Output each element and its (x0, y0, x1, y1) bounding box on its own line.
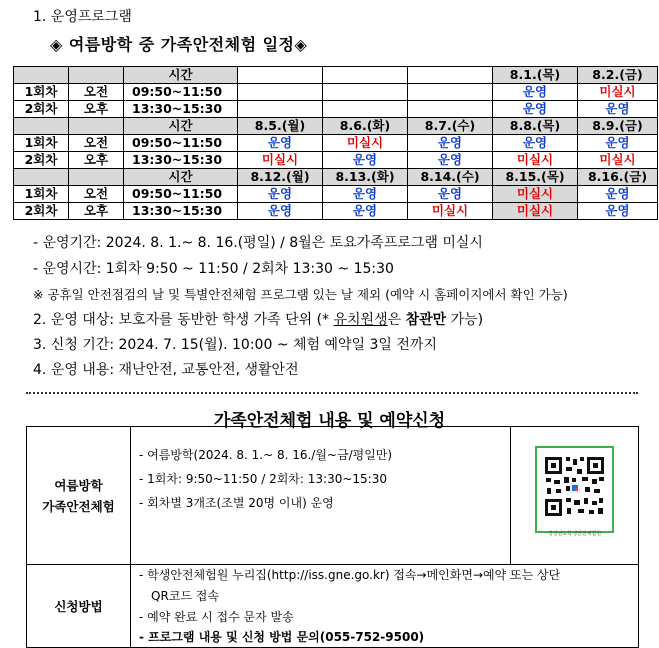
schedule-row (14, 135, 658, 152)
hours-line: - 운영시간: 1회차 9:50 ~ 11:50 / 2회차 13:30 ~ 15:30 (33, 261, 394, 277)
period-cell: 오후 (69, 152, 124, 169)
target-text-mid: 은 (387, 312, 406, 328)
schedule-row (14, 101, 658, 118)
status-cell: 운영 (408, 186, 493, 203)
date-header: 8.9.(금) (578, 118, 658, 135)
status-cell: 미실시 (578, 152, 658, 169)
header-empty-cell (14, 67, 69, 84)
date-header: 8.14.(수) (408, 169, 493, 186)
status-cell: 미실시 (408, 203, 493, 220)
date-header: 8.7.(수) (408, 118, 493, 135)
status-cell: 운영 (578, 135, 658, 152)
status-cell: 운영 (408, 135, 493, 152)
period-cell: 오전 (69, 186, 124, 203)
schedule-table (13, 66, 658, 220)
row1-line: - 여름방학(2024. 8. 1.~ 8. 16./월~금/평일만) (139, 448, 393, 462)
time-cell: 13:30~15:30 (124, 152, 238, 169)
status-cell (408, 101, 493, 118)
status-cell: 운영 (323, 186, 408, 203)
status-cell: 운영 (238, 135, 323, 152)
schedule-row (14, 203, 658, 220)
status-cell (238, 84, 323, 101)
row2-label: 신청방법 (27, 565, 131, 648)
row2-line: - 프로그램 내용 및 신청 방법 문의(055-752-9500) (139, 630, 425, 644)
date-header: 8.12.(월) (238, 169, 323, 186)
target-bold: 참관만 (405, 312, 447, 328)
schedule-header-row (14, 169, 658, 186)
schedule-title: ◈ 여름방학 중 가족안전체험 일정◈ (50, 35, 308, 54)
session-cell: 2회차 (14, 101, 69, 118)
period-cell: 오전 (69, 135, 124, 152)
date-header (238, 67, 323, 84)
session-cell: 1회차 (14, 135, 69, 152)
target-text-post: 가능) (446, 312, 484, 328)
status-cell: 운영 (578, 186, 658, 203)
time-cell: 13:30~15:30 (124, 203, 238, 220)
row1-line: - 회차별 3개조(조별 20명 이내) 운영 (139, 496, 334, 510)
status-cell: 미실시 (493, 186, 578, 203)
info-title: 가족안전체험 내용 및 예약신청 (213, 411, 446, 431)
date-header (408, 67, 493, 84)
status-cell: 미실시 (238, 152, 323, 169)
time-header: 시간 (124, 118, 238, 135)
status-cell: 미실시 (578, 84, 658, 101)
row1-label-line2: 가족안전체험 (42, 498, 115, 514)
period-cell: 오전 (69, 84, 124, 101)
date-header: 8.13.(화) (323, 169, 408, 186)
row2-line: - 학생안전체험원 누리집(http://iss.gne.go.kr) 접속→메인화면→예약 또는 상단 (139, 568, 561, 582)
row2-content (131, 565, 639, 648)
target-line (33, 309, 483, 329)
header-empty-cell (14, 169, 69, 186)
status-cell: 운영 (238, 203, 323, 220)
status-cell: 운영 (323, 203, 408, 220)
status-cell: 운영 (408, 152, 493, 169)
schedule-header-row (14, 67, 658, 84)
date-header: 8.5.(월) (238, 118, 323, 135)
row1-label (27, 427, 131, 565)
status-cell: 운영 (238, 186, 323, 203)
schedule-row (14, 152, 658, 169)
status-cell: 미실시 (323, 135, 408, 152)
dotted-divider (26, 392, 638, 394)
time-cell: 09:50~11:50 (124, 84, 238, 101)
period-cell: 오후 (69, 101, 124, 118)
content-line: 4. 운영 내용: 재난안전, 교통안전, 생활안전 (33, 362, 299, 378)
period-line: - 운영기간: 2024. 8. 1.~ 8. 16.(평일) / 8월은 토요가족프로그램 미실시 (33, 235, 483, 251)
date-header: 8.8.(목) (493, 118, 578, 135)
session-cell: 2회차 (14, 152, 69, 169)
section-heading: 1. 운영프로그램 (33, 9, 132, 25)
status-cell (408, 84, 493, 101)
status-cell (323, 84, 408, 101)
row2-line: - 예약 완료 시 접수 문자 발송 (139, 610, 294, 624)
status-cell: 미실시 (493, 152, 578, 169)
time-cell: 09:50~11:50 (124, 186, 238, 203)
time-header: 시간 (124, 169, 238, 186)
status-cell: 미실시 (493, 203, 578, 220)
row1-label-line1: 여름방학 (54, 477, 103, 493)
date-header: 8.16.(금) (578, 169, 658, 186)
qr-code-icon[interactable] (535, 446, 614, 533)
qr-caption: 경상남도학생안전체험원 (547, 531, 602, 537)
period-cell: 오후 (69, 203, 124, 220)
row1-content (131, 427, 511, 565)
row2-line: QR코드 접속 (151, 589, 219, 603)
time-header: 시간 (124, 67, 238, 84)
session-cell: 1회차 (14, 84, 69, 101)
schedule-header-row (14, 118, 658, 135)
date-header: 8.15.(목) (493, 169, 578, 186)
target-underlined: 유치원생 (333, 312, 388, 328)
status-cell: 운영 (493, 84, 578, 101)
date-header: 8.1.(목) (493, 67, 578, 84)
session-cell: 1회차 (14, 186, 69, 203)
date-header: 8.6.(화) (323, 118, 408, 135)
header-empty-cell (69, 118, 124, 135)
session-cell: 2회차 (14, 203, 69, 220)
date-header (323, 67, 408, 84)
status-cell (238, 101, 323, 118)
status-cell: 운영 (578, 101, 658, 118)
target-text: 2. 운영 대상: 보호자를 동반한 학생 가족 단위 (* (33, 312, 334, 328)
status-cell: 운영 (323, 152, 408, 169)
time-cell: 13:30~15:30 (124, 101, 238, 118)
date-header: 8.2.(금) (578, 67, 658, 84)
header-empty-cell (14, 118, 69, 135)
header-empty-cell (69, 169, 124, 186)
apply-period-line: 3. 신청 기간: 2024. 7. 15(월). 10:00 ~ 체험 예약일 3일 전까지 (33, 337, 437, 353)
time-cell: 09:50~11:50 (124, 135, 238, 152)
status-cell: 운영 (493, 101, 578, 118)
header-empty-cell (69, 67, 124, 84)
row1-line: - 1회차: 9:50~11:50 / 2회차: 13:30~15:30 (139, 472, 387, 486)
status-cell: 운영 (493, 135, 578, 152)
status-cell (323, 101, 408, 118)
schedule-row (14, 186, 658, 203)
note-line: ※ 공휴일 안전점검의 날 및 특별안전체험 프로그램 있는 날 제외 (예약 시 홈페이지에서 확인 가능) (33, 287, 568, 302)
status-cell: 운영 (578, 203, 658, 220)
schedule-row (14, 84, 658, 101)
